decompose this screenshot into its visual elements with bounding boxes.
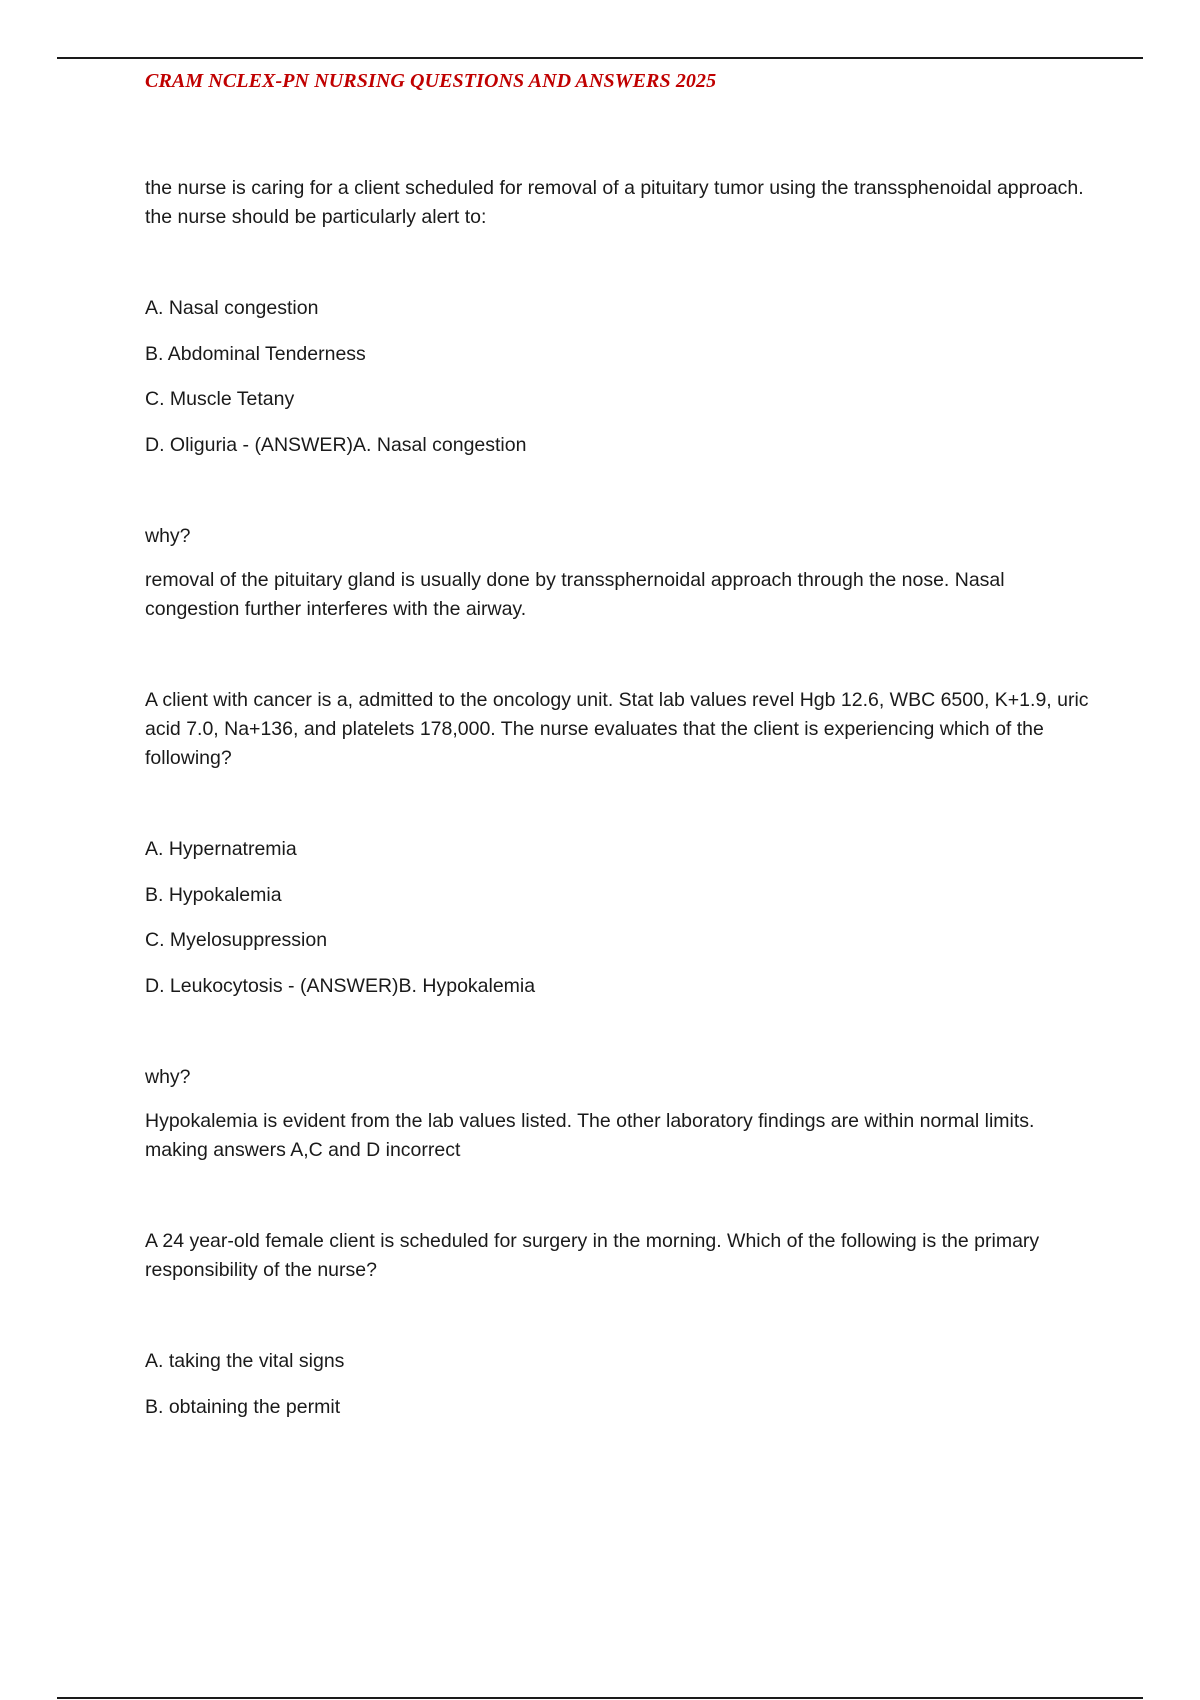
header-rule <box>57 57 1143 59</box>
document-title: CRAM NCLEX-PN NURSING QUESTIONS AND ANSWERS 2025 <box>145 70 717 92</box>
question-1-option-c: C. Muscle Tetany <box>145 388 295 410</box>
question-3-option-a: A. taking the vital signs <box>145 1350 345 1372</box>
question-3-option-b: B. obtaining the permit <box>145 1396 341 1418</box>
footer-rule <box>57 1697 1143 1699</box>
question-1-option-b: B. Abdominal Tenderness <box>145 343 366 365</box>
question-2-stem: A client with cancer is a, admitted to the oncology unit. Stat lab values revel Hgb 12.6, WBC 6500, K+1.9, uric acid 7.0, Na+136, and platelets 178,000. The nurse evaluates that the client is experiencing which of the following? <box>145 689 1089 769</box>
question-1-option-a: A. Nasal congestion <box>145 297 319 319</box>
question-1-why-label: why? <box>145 525 191 547</box>
question-2-rationale: Hypokalemia is evident from the lab values listed. The other laboratory findings are within normal limits. making answers A,C and D incorrect <box>145 1110 1035 1161</box>
question-2-option-b: B. Hypokalemia <box>145 884 282 906</box>
question-2-option-c: C. Myelosuppression <box>145 929 328 951</box>
question-1-stem: the nurse is caring for a client scheduled for removal of a pituitary tumor using the transsphenoidal approach. the nurse should be particularly alert to: <box>145 177 1084 228</box>
question-3-stem: A 24 year-old female client is scheduled for surgery in the morning. Which of the following is the primary responsibility of the nurse? <box>145 1230 1040 1281</box>
question-1-option-d-answer: D. Oliguria - (ANSWER)A. Nasal congestion <box>145 434 527 456</box>
question-2-option-a: A. Hypernatremia <box>145 838 297 860</box>
question-2-why-label: why? <box>145 1066 191 1088</box>
question-1-rationale: removal of the pituitary gland is usually done by transsphernoidal approach through the nose. Nasal congestion further interferes with the airway. <box>145 569 1005 620</box>
question-2-option-d-answer: D. Leukocytosis - (ANSWER)B. Hypokalemia <box>145 975 536 997</box>
